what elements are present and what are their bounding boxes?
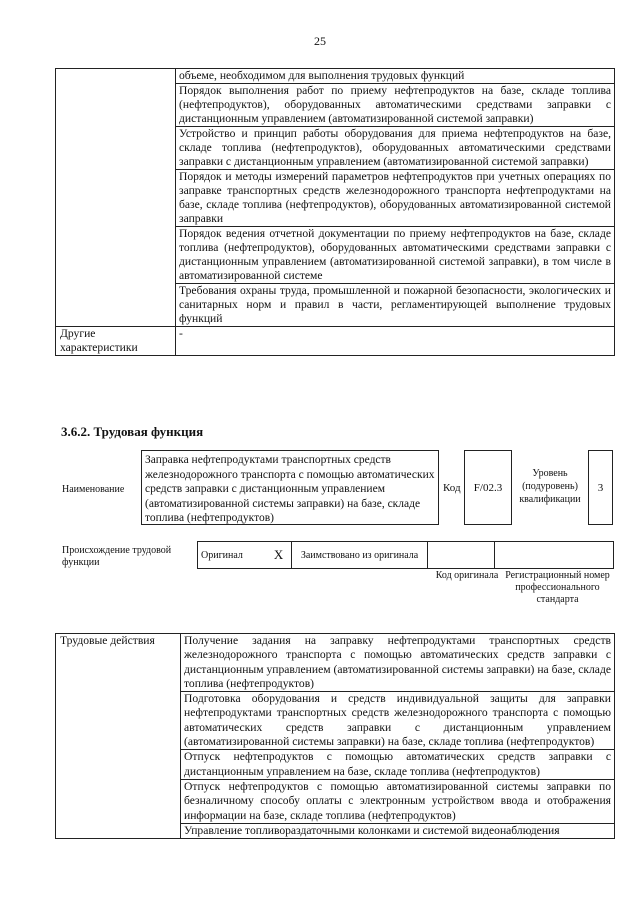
table-cell: Управление топливораздаточными колонками и системой видеонаблюдения — [181, 823, 615, 838]
table-cell — [56, 69, 176, 327]
table-cell: Отпуск нефтепродуктов с помощью автоматических средств заправки с дистанционным управлением на базе, складе топлива (нефтепродуктов) — [181, 750, 615, 780]
other-characteristics-label: Другие характеристики — [56, 327, 176, 356]
table-cell: Получение задания на заправку нефтепродуктами транспортных средств железнодорожного транспорта с помощью автоматических средств заправки с дистанционным управлением (автоматизированной системы заправки) на базе, складе топлива (нефтепродуктов) — [181, 634, 615, 692]
table-cell: Устройство и принцип работы оборудования для приема нефтепродуктов на базе, складе топлива (нефтепродуктов), оборудованных автоматическими средствами заправки с дистанционным управлением (автоматизированной системой заправки) — [176, 127, 615, 170]
page-number: 25 — [314, 34, 326, 48]
table-cell: Подготовка оборудования и средств индивидуальной защиты для заправки нефтепродуктами транспортных средств железнодорожного транспорта с помощью автоматических средств заправки с дистанционным управлением (автоматизированной системы заправки) на базе, складе топлива (нефтепродуктов) — [181, 692, 615, 750]
table-row — [56, 634, 615, 692]
borrowed-label: Заимствовано из оригинала — [291, 542, 427, 569]
other-characteristics-value: - — [176, 327, 615, 356]
original-code-caption: Код оригинала — [435, 570, 499, 581]
origin-table — [197, 541, 614, 569]
labor-actions-table — [55, 633, 615, 839]
original-mark: X — [266, 542, 291, 569]
naming-label: Наименование — [62, 484, 125, 495]
code-value: F/02.3 — [464, 450, 512, 525]
qualification-level-value: 3 — [588, 450, 613, 525]
original-label: Оригинал — [198, 542, 267, 569]
qualification-level-label: Уровень (подуровень) квалификации — [519, 468, 581, 505]
table-row — [56, 327, 615, 356]
origin-label: Происхождение трудовой функции — [62, 545, 172, 568]
code-label: Код — [443, 482, 461, 494]
original-code-cell — [428, 542, 495, 569]
naming-value: Заправка нефтепродуктами транспортных средств железнодорожного транспорта с помощью автоматических средств заправки с дистанционным управлением (автоматизированной системы заправки) на базе, складе топлива (нефтепродуктов) — [141, 450, 439, 525]
table-cell: Требования охраны труда, промышленной и пожарной безопасности, экологических и санитарных норм и правил в части, регламентирующей выполнение трудовых функций — [176, 284, 615, 327]
table-cell: объеме, необходимом для выполнения трудовых функций — [176, 69, 615, 84]
registration-number-caption: Регистрационный номер профессионального стандарта — [505, 570, 610, 605]
table-cell: Порядок выполнения работ по приему нефтепродуктов на базе, складе топлива (нефтепродуктов), оборудованных автоматическими средствами заправки с дистанционным управлением (автоматизированной системой заправки) — [176, 84, 615, 127]
table-cell: Порядок ведения отчетной документации по приему нефтепродуктов на базе, складе топлива (нефтепродуктов), оборудованных автоматическими средствами заправки с дистанционным управлением (автоматизированной системой заправки), в том числе в автоматизированной системе — [176, 227, 615, 284]
registration-number-cell — [495, 542, 614, 569]
labor-actions-label: Трудовые действия — [56, 634, 181, 839]
table-row — [56, 69, 615, 84]
section-heading: 3.6.2. Трудовая функция — [61, 424, 204, 439]
table-cell: Порядок и методы измерений параметров нефтепродуктов при учетных операциях по заправке транспортных средств железнодорожного транспорта нефтепродуктами на базе, складе топлива (нефтепродуктов), оборудованных автоматизированной системой заправки — [176, 170, 615, 227]
knowledge-table — [55, 68, 615, 356]
table-cell: Отпуск нефтепродуктов с помощью автоматизированной системы заправки по безналичному способу оплаты с электронным устройством ввода и отображения информации на базе, складе топлива (нефтепродуктов) — [181, 779, 615, 823]
table-row — [198, 542, 614, 569]
